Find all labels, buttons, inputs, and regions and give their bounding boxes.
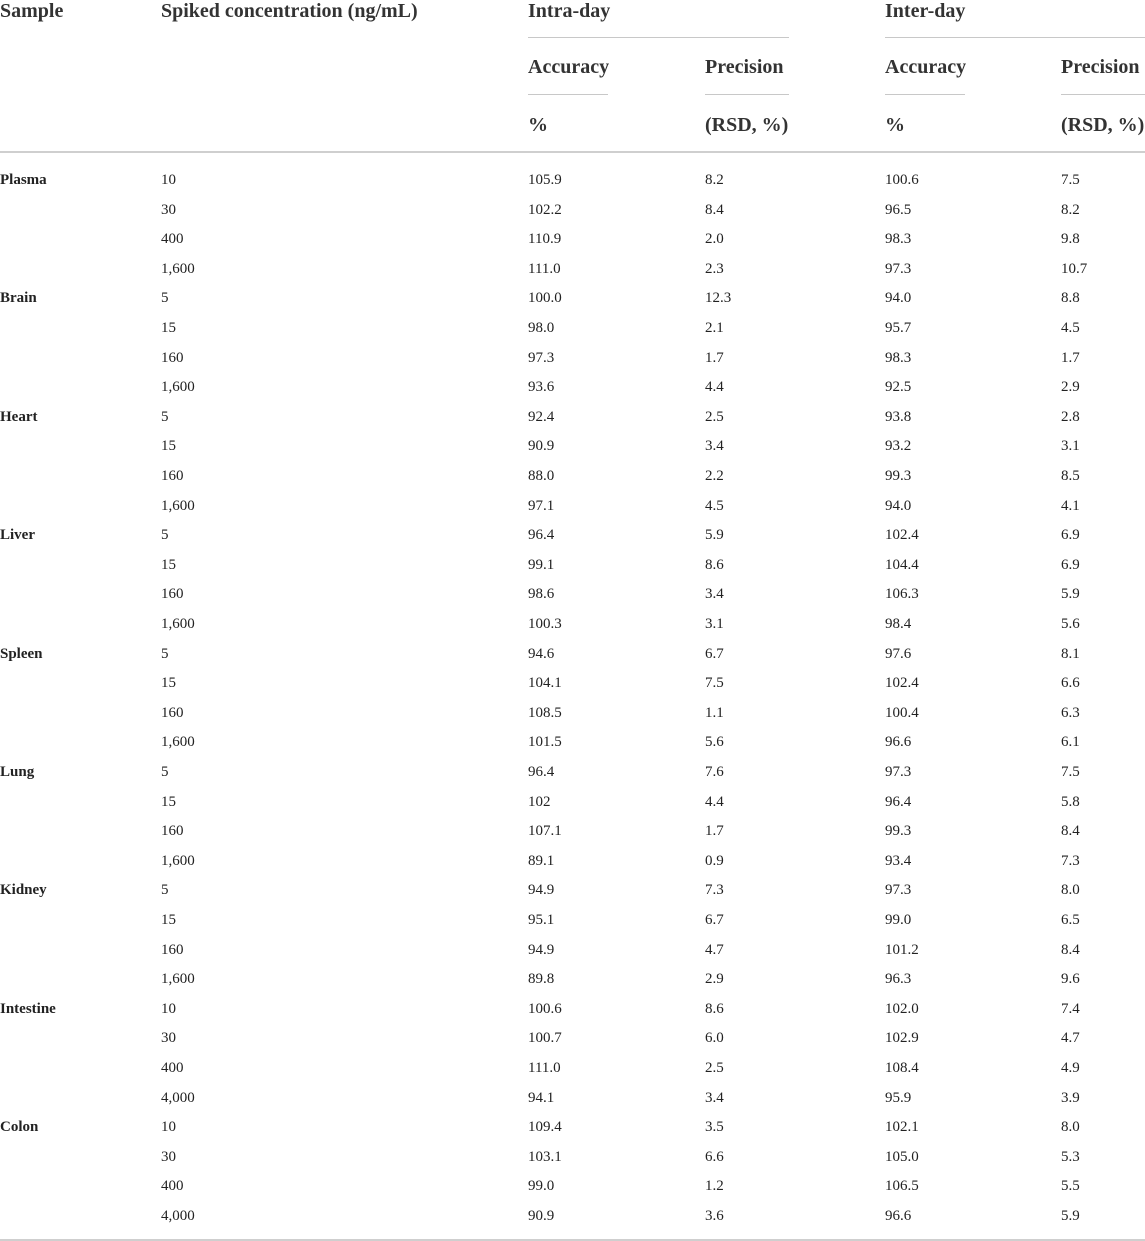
header-intra-precision-unit: (RSD, %) <box>705 114 789 136</box>
cell-spiked-concentration: 160 <box>161 823 184 839</box>
cell-inter-precision: 6.9 <box>1061 557 1080 573</box>
cell-intra-accuracy: 105.9 <box>528 172 562 188</box>
cell-inter-accuracy: 100.6 <box>885 172 919 188</box>
cell-intra-precision: 3.4 <box>705 1090 724 1106</box>
cell-inter-accuracy: 97.3 <box>885 764 912 780</box>
cell-inter-precision: 8.1 <box>1061 646 1080 662</box>
cell-inter-precision: 5.8 <box>1061 794 1080 810</box>
sample-name: Spleen <box>0 646 43 662</box>
cell-spiked-concentration: 30 <box>161 1030 176 1046</box>
cell-intra-precision: 3.1 <box>705 616 724 632</box>
cell-inter-precision: 7.4 <box>1061 1001 1080 1017</box>
cell-spiked-concentration: 15 <box>161 912 176 928</box>
header-intra-day: Intra-day <box>528 0 611 22</box>
cell-intra-precision: 7.6 <box>705 764 724 780</box>
cell-intra-precision: 2.5 <box>705 409 724 425</box>
cell-intra-accuracy: 96.4 <box>528 764 555 780</box>
cell-inter-accuracy: 97.3 <box>885 261 912 277</box>
sample-name: Intestine <box>0 1001 56 1017</box>
cell-inter-precision: 2.9 <box>1061 379 1080 395</box>
cell-spiked-concentration: 1,600 <box>161 616 195 632</box>
cell-intra-precision: 1.1 <box>705 705 724 721</box>
cell-intra-precision: 4.4 <box>705 379 724 395</box>
cell-spiked-concentration: 400 <box>161 231 184 247</box>
cell-inter-accuracy: 92.5 <box>885 379 912 395</box>
cell-intra-precision: 2.9 <box>705 971 724 987</box>
cell-intra-precision: 8.6 <box>705 1001 724 1017</box>
cell-intra-precision: 6.7 <box>705 646 724 662</box>
cell-intra-accuracy: 90.9 <box>528 438 555 454</box>
cell-intra-accuracy: 97.1 <box>528 498 555 514</box>
cell-inter-accuracy: 102.1 <box>885 1119 919 1135</box>
header-inter-accuracy-unit: % <box>885 114 905 136</box>
cell-inter-precision: 1.7 <box>1061 350 1080 366</box>
cell-spiked-concentration: 5 <box>161 882 169 898</box>
cell-spiked-concentration: 30 <box>161 1149 176 1165</box>
intra-accuracy-rule <box>528 94 608 95</box>
cell-intra-accuracy: 96.4 <box>528 527 555 543</box>
cell-inter-accuracy: 98.3 <box>885 231 912 247</box>
cell-intra-accuracy: 94.9 <box>528 882 555 898</box>
cell-inter-precision: 7.5 <box>1061 172 1080 188</box>
cell-intra-precision: 3.5 <box>705 1119 724 1135</box>
cell-intra-accuracy: 104.1 <box>528 675 562 691</box>
cell-intra-accuracy: 94.6 <box>528 646 555 662</box>
cell-spiked-concentration: 160 <box>161 942 184 958</box>
header-intra-accuracy: Accuracy <box>528 56 610 78</box>
cell-intra-accuracy: 99.1 <box>528 557 555 573</box>
cell-inter-accuracy: 101.2 <box>885 942 919 958</box>
cell-intra-precision: 7.3 <box>705 882 724 898</box>
cell-spiked-concentration: 1,600 <box>161 261 195 277</box>
cell-inter-precision: 8.2 <box>1061 202 1080 218</box>
cell-spiked-concentration: 160 <box>161 468 184 484</box>
cell-intra-precision: 6.7 <box>705 912 724 928</box>
cell-intra-precision: 1.7 <box>705 350 724 366</box>
cell-inter-precision: 6.1 <box>1061 734 1080 750</box>
inter-day-rule <box>885 37 1145 38</box>
cell-intra-precision: 2.1 <box>705 320 724 336</box>
sample-name: Heart <box>0 409 38 425</box>
cell-inter-accuracy: 97.6 <box>885 646 912 662</box>
header-sample: Sample <box>0 0 64 22</box>
cell-intra-precision: 2.3 <box>705 261 724 277</box>
cell-inter-precision: 8.5 <box>1061 468 1080 484</box>
cell-intra-accuracy: 99.0 <box>528 1178 555 1194</box>
cell-inter-accuracy: 105.0 <box>885 1149 919 1165</box>
cell-inter-precision: 4.7 <box>1061 1030 1080 1046</box>
cell-inter-accuracy: 106.3 <box>885 586 919 602</box>
cell-inter-accuracy: 95.7 <box>885 320 912 336</box>
cell-intra-precision: 3.4 <box>705 586 724 602</box>
cell-inter-precision: 6.9 <box>1061 527 1080 543</box>
cell-inter-precision: 3.9 <box>1061 1090 1080 1106</box>
cell-inter-precision: 3.1 <box>1061 438 1080 454</box>
cell-inter-precision: 5.9 <box>1061 586 1080 602</box>
cell-intra-accuracy: 92.4 <box>528 409 555 425</box>
cell-spiked-concentration: 15 <box>161 320 176 336</box>
cell-intra-precision: 2.5 <box>705 1060 724 1076</box>
cell-spiked-concentration: 1,600 <box>161 971 195 987</box>
cell-spiked-concentration: 160 <box>161 350 184 366</box>
cell-intra-accuracy: 111.0 <box>528 1060 561 1076</box>
cell-inter-accuracy: 98.4 <box>885 616 912 632</box>
cell-inter-precision: 5.9 <box>1061 1208 1080 1224</box>
cell-intra-precision: 8.4 <box>705 202 724 218</box>
cell-spiked-concentration: 5 <box>161 409 169 425</box>
cell-intra-accuracy: 94.9 <box>528 942 555 958</box>
cell-spiked-concentration: 15 <box>161 675 176 691</box>
cell-inter-precision: 9.6 <box>1061 971 1080 987</box>
cell-spiked-concentration: 30 <box>161 202 176 218</box>
cell-intra-precision: 1.7 <box>705 823 724 839</box>
cell-inter-precision: 8.4 <box>1061 823 1080 839</box>
cell-inter-accuracy: 102.4 <box>885 675 919 691</box>
cell-inter-accuracy: 95.9 <box>885 1090 912 1106</box>
intra-precision-rule <box>705 94 789 95</box>
cell-intra-accuracy: 102.2 <box>528 202 562 218</box>
inter-accuracy-rule <box>885 94 965 95</box>
cell-intra-accuracy: 107.1 <box>528 823 562 839</box>
cell-intra-accuracy: 94.1 <box>528 1090 555 1106</box>
cell-spiked-concentration: 15 <box>161 794 176 810</box>
cell-intra-accuracy: 100.6 <box>528 1001 562 1017</box>
cell-intra-precision: 0.9 <box>705 853 724 869</box>
cell-inter-precision: 5.6 <box>1061 616 1080 632</box>
cell-inter-accuracy: 94.0 <box>885 290 912 306</box>
cell-inter-accuracy: 98.3 <box>885 350 912 366</box>
cell-inter-accuracy: 96.6 <box>885 734 912 750</box>
cell-spiked-concentration: 5 <box>161 290 169 306</box>
cell-intra-accuracy: 111.0 <box>528 261 561 277</box>
sample-name: Brain <box>0 290 37 306</box>
cell-spiked-concentration: 1,600 <box>161 498 195 514</box>
cell-inter-precision: 8.0 <box>1061 882 1080 898</box>
cell-spiked-concentration: 10 <box>161 172 176 188</box>
sample-name: Lung <box>0 764 35 780</box>
sample-name: Plasma <box>0 172 47 188</box>
cell-inter-precision: 2.8 <box>1061 409 1080 425</box>
cell-inter-accuracy: 93.2 <box>885 438 912 454</box>
cell-inter-precision: 8.4 <box>1061 942 1080 958</box>
cell-intra-accuracy: 97.3 <box>528 350 555 366</box>
cell-inter-precision: 6.5 <box>1061 912 1080 928</box>
cell-inter-precision: 5.3 <box>1061 1149 1080 1165</box>
cell-inter-accuracy: 102.9 <box>885 1030 919 1046</box>
header-inter-accuracy: Accuracy <box>885 56 967 78</box>
header-intra-accuracy-unit: % <box>528 114 548 136</box>
cell-intra-accuracy: 100.7 <box>528 1030 562 1046</box>
cell-inter-accuracy: 102.0 <box>885 1001 919 1017</box>
cell-spiked-concentration: 1,600 <box>161 734 195 750</box>
cell-spiked-concentration: 10 <box>161 1119 176 1135</box>
cell-intra-precision: 1.2 <box>705 1178 724 1194</box>
inter-precision-rule <box>1061 94 1145 95</box>
cell-intra-precision: 5.9 <box>705 527 724 543</box>
cell-intra-precision: 6.6 <box>705 1149 724 1165</box>
cell-intra-accuracy: 89.1 <box>528 853 555 869</box>
cell-intra-precision: 7.5 <box>705 675 724 691</box>
cell-intra-accuracy: 100.3 <box>528 616 562 632</box>
cell-inter-precision: 5.5 <box>1061 1178 1080 1194</box>
cell-intra-precision: 6.0 <box>705 1030 724 1046</box>
cell-inter-precision: 7.3 <box>1061 853 1080 869</box>
cell-spiked-concentration: 400 <box>161 1178 184 1194</box>
cell-inter-precision: 6.3 <box>1061 705 1080 721</box>
cell-inter-accuracy: 93.4 <box>885 853 912 869</box>
cell-inter-accuracy: 96.4 <box>885 794 912 810</box>
header-spiked-concentration: Spiked concentration (ng/mL) <box>161 0 418 22</box>
cell-intra-precision: 8.2 <box>705 172 724 188</box>
cell-spiked-concentration: 4,000 <box>161 1208 195 1224</box>
cell-intra-accuracy: 88.0 <box>528 468 555 484</box>
cell-intra-accuracy: 100.0 <box>528 290 562 306</box>
cell-inter-accuracy: 94.0 <box>885 498 912 514</box>
cell-intra-precision: 2.0 <box>705 231 724 247</box>
header-inter-day: Inter-day <box>885 0 966 22</box>
cell-intra-accuracy: 98.0 <box>528 320 555 336</box>
cell-spiked-concentration: 5 <box>161 527 169 543</box>
cell-spiked-concentration: 160 <box>161 586 184 602</box>
cell-spiked-concentration: 160 <box>161 705 184 721</box>
cell-inter-precision: 4.9 <box>1061 1060 1080 1076</box>
cell-intra-accuracy: 89.8 <box>528 971 555 987</box>
cell-inter-accuracy: 97.3 <box>885 882 912 898</box>
cell-spiked-concentration: 4,000 <box>161 1090 195 1106</box>
cell-intra-accuracy: 95.1 <box>528 912 555 928</box>
cell-inter-accuracy: 96.3 <box>885 971 912 987</box>
cell-intra-precision: 4.4 <box>705 794 724 810</box>
header-bottom-rule <box>0 151 1145 153</box>
cell-inter-precision: 8.8 <box>1061 290 1080 306</box>
cell-intra-accuracy: 109.4 <box>528 1119 562 1135</box>
cell-inter-accuracy: 100.4 <box>885 705 919 721</box>
cell-inter-accuracy: 99.0 <box>885 912 912 928</box>
cell-intra-accuracy: 103.1 <box>528 1149 562 1165</box>
cell-spiked-concentration: 5 <box>161 646 169 662</box>
cell-spiked-concentration: 1,600 <box>161 853 195 869</box>
cell-intra-accuracy: 101.5 <box>528 734 562 750</box>
cell-intra-precision: 4.5 <box>705 498 724 514</box>
header-inter-precision: Precision <box>1061 56 1140 78</box>
cell-inter-accuracy: 96.6 <box>885 1208 912 1224</box>
cell-inter-accuracy: 102.4 <box>885 527 919 543</box>
cell-intra-precision: 8.6 <box>705 557 724 573</box>
cell-inter-precision: 4.5 <box>1061 320 1080 336</box>
cell-inter-accuracy: 96.5 <box>885 202 912 218</box>
cell-inter-accuracy: 104.4 <box>885 557 919 573</box>
cell-intra-precision: 2.2 <box>705 468 724 484</box>
intra-day-rule <box>528 37 789 38</box>
cell-intra-accuracy: 108.5 <box>528 705 562 721</box>
cell-intra-precision: 5.6 <box>705 734 724 750</box>
cell-intra-precision: 12.3 <box>705 290 732 306</box>
cell-spiked-concentration: 10 <box>161 1001 176 1017</box>
cell-inter-precision: 10.7 <box>1061 261 1088 277</box>
cell-spiked-concentration: 15 <box>161 438 176 454</box>
cell-intra-precision: 4.7 <box>705 942 724 958</box>
cell-inter-precision: 4.1 <box>1061 498 1080 514</box>
sample-name: Colon <box>0 1119 39 1135</box>
cell-intra-accuracy: 102 <box>528 794 551 810</box>
cell-inter-accuracy: 93.8 <box>885 409 912 425</box>
header-inter-precision-unit: (RSD, %) <box>1061 114 1145 136</box>
cell-spiked-concentration: 5 <box>161 764 169 780</box>
cell-spiked-concentration: 1,600 <box>161 379 195 395</box>
cell-inter-accuracy: 99.3 <box>885 823 912 839</box>
cell-intra-precision: 3.6 <box>705 1208 724 1224</box>
cell-intra-accuracy: 90.9 <box>528 1208 555 1224</box>
cell-inter-precision: 6.6 <box>1061 675 1080 691</box>
cell-inter-accuracy: 108.4 <box>885 1060 919 1076</box>
cell-inter-precision: 8.0 <box>1061 1119 1080 1135</box>
sample-name: Kidney <box>0 882 47 898</box>
cell-intra-precision: 3.4 <box>705 438 724 454</box>
cell-inter-accuracy: 99.3 <box>885 468 912 484</box>
cell-intra-accuracy: 98.6 <box>528 586 555 602</box>
cell-inter-accuracy: 106.5 <box>885 1178 919 1194</box>
cell-intra-accuracy: 110.9 <box>528 231 562 247</box>
cell-spiked-concentration: 400 <box>161 1060 184 1076</box>
cell-spiked-concentration: 15 <box>161 557 176 573</box>
sample-name: Liver <box>0 527 35 543</box>
header-intra-precision: Precision <box>705 56 784 78</box>
cell-intra-accuracy: 93.6 <box>528 379 555 395</box>
cell-inter-precision: 9.8 <box>1061 231 1080 247</box>
cell-inter-precision: 7.5 <box>1061 764 1080 780</box>
